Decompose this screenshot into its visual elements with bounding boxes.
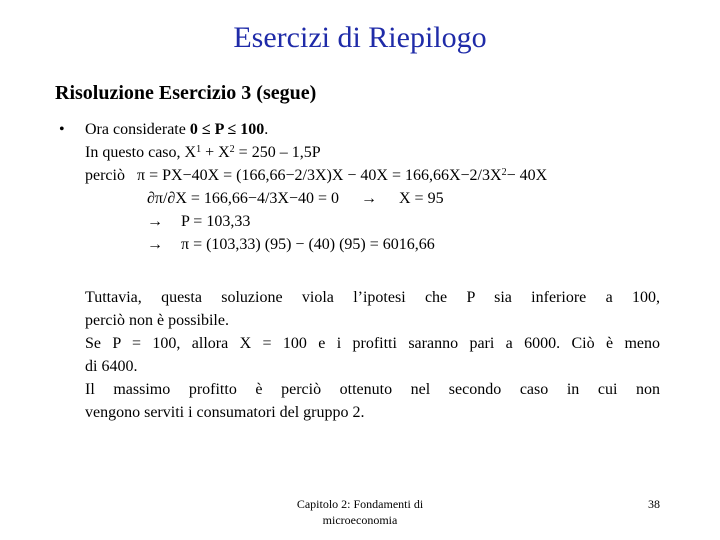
footer-chapter [270,496,450,528]
profit-label: perciò [85,167,125,184]
paragraph-line: perciò non è possibile. [85,312,229,329]
paragraph-line: vengono serviti i consumatori del gruppo 2. [85,404,365,421]
quantity-text-a: In questo caso, X [85,144,197,161]
arrow-icon: → [360,190,377,207]
paragraph-line: di 6400. [85,358,138,375]
profit-exponent: 2 [501,167,507,178]
slide-subtitle: Risoluzione Esercizio 3 (segue) [55,82,317,104]
line-profit-value [85,233,547,256]
condition-text: Ora considerate [85,121,190,138]
condition-period: . [264,121,269,138]
arrow-icon: → [147,236,163,253]
profit-formula: π = PX−40X = (166,66−2/3X)X − 40X = 166,66X−2/3X [136,167,502,184]
line-quantity-sum [85,141,547,164]
line-price [85,210,547,233]
page-number: 38 [648,497,660,511]
slide-title: Esercizi di Riepilogo [233,21,487,54]
line-profit-function [85,164,547,187]
profit-formula-end: − 40X [506,167,548,184]
solution-block [85,118,547,256]
line-derivative [85,187,547,210]
derivative-formula: ∂π/∂X = 166,66−4/3X−40 = 0 [147,190,339,207]
quantity-text-c: = 250 – 1,5P [234,144,321,161]
quantity-text-b: + X [201,144,230,161]
superscript-2: 2 [229,144,235,155]
superscript-1: 1 [196,144,202,155]
paragraph-line: Tuttavia, questa soluzione viola l’ipotesi che P sia inferiore a 100, [85,289,660,306]
line-condition [85,118,547,141]
profit-result: π = (103,33) (95) − (40) (95) = 6016,66 [181,236,435,253]
arrow-icon: → [147,213,163,230]
footer-chapter-line1: Capitolo 2: Fondamenti di [296,497,424,511]
footer-chapter-line2: microeconomia [322,513,398,527]
bullet-point: • [59,121,65,138]
condition-range: 0 ≤ P ≤ 100 [189,121,265,138]
paragraph-line: Il massimo profitto è perciò ottenuto nel secondo caso in cui non [85,381,660,398]
conclusion-paragraph [85,286,660,424]
paragraph-line: Se P = 100, allora X = 100 e i profitti saranno pari a 6000. Ciò è meno [85,335,660,352]
derivative-result: X = 95 [398,190,444,207]
price-result: P = 103,33 [181,213,251,230]
